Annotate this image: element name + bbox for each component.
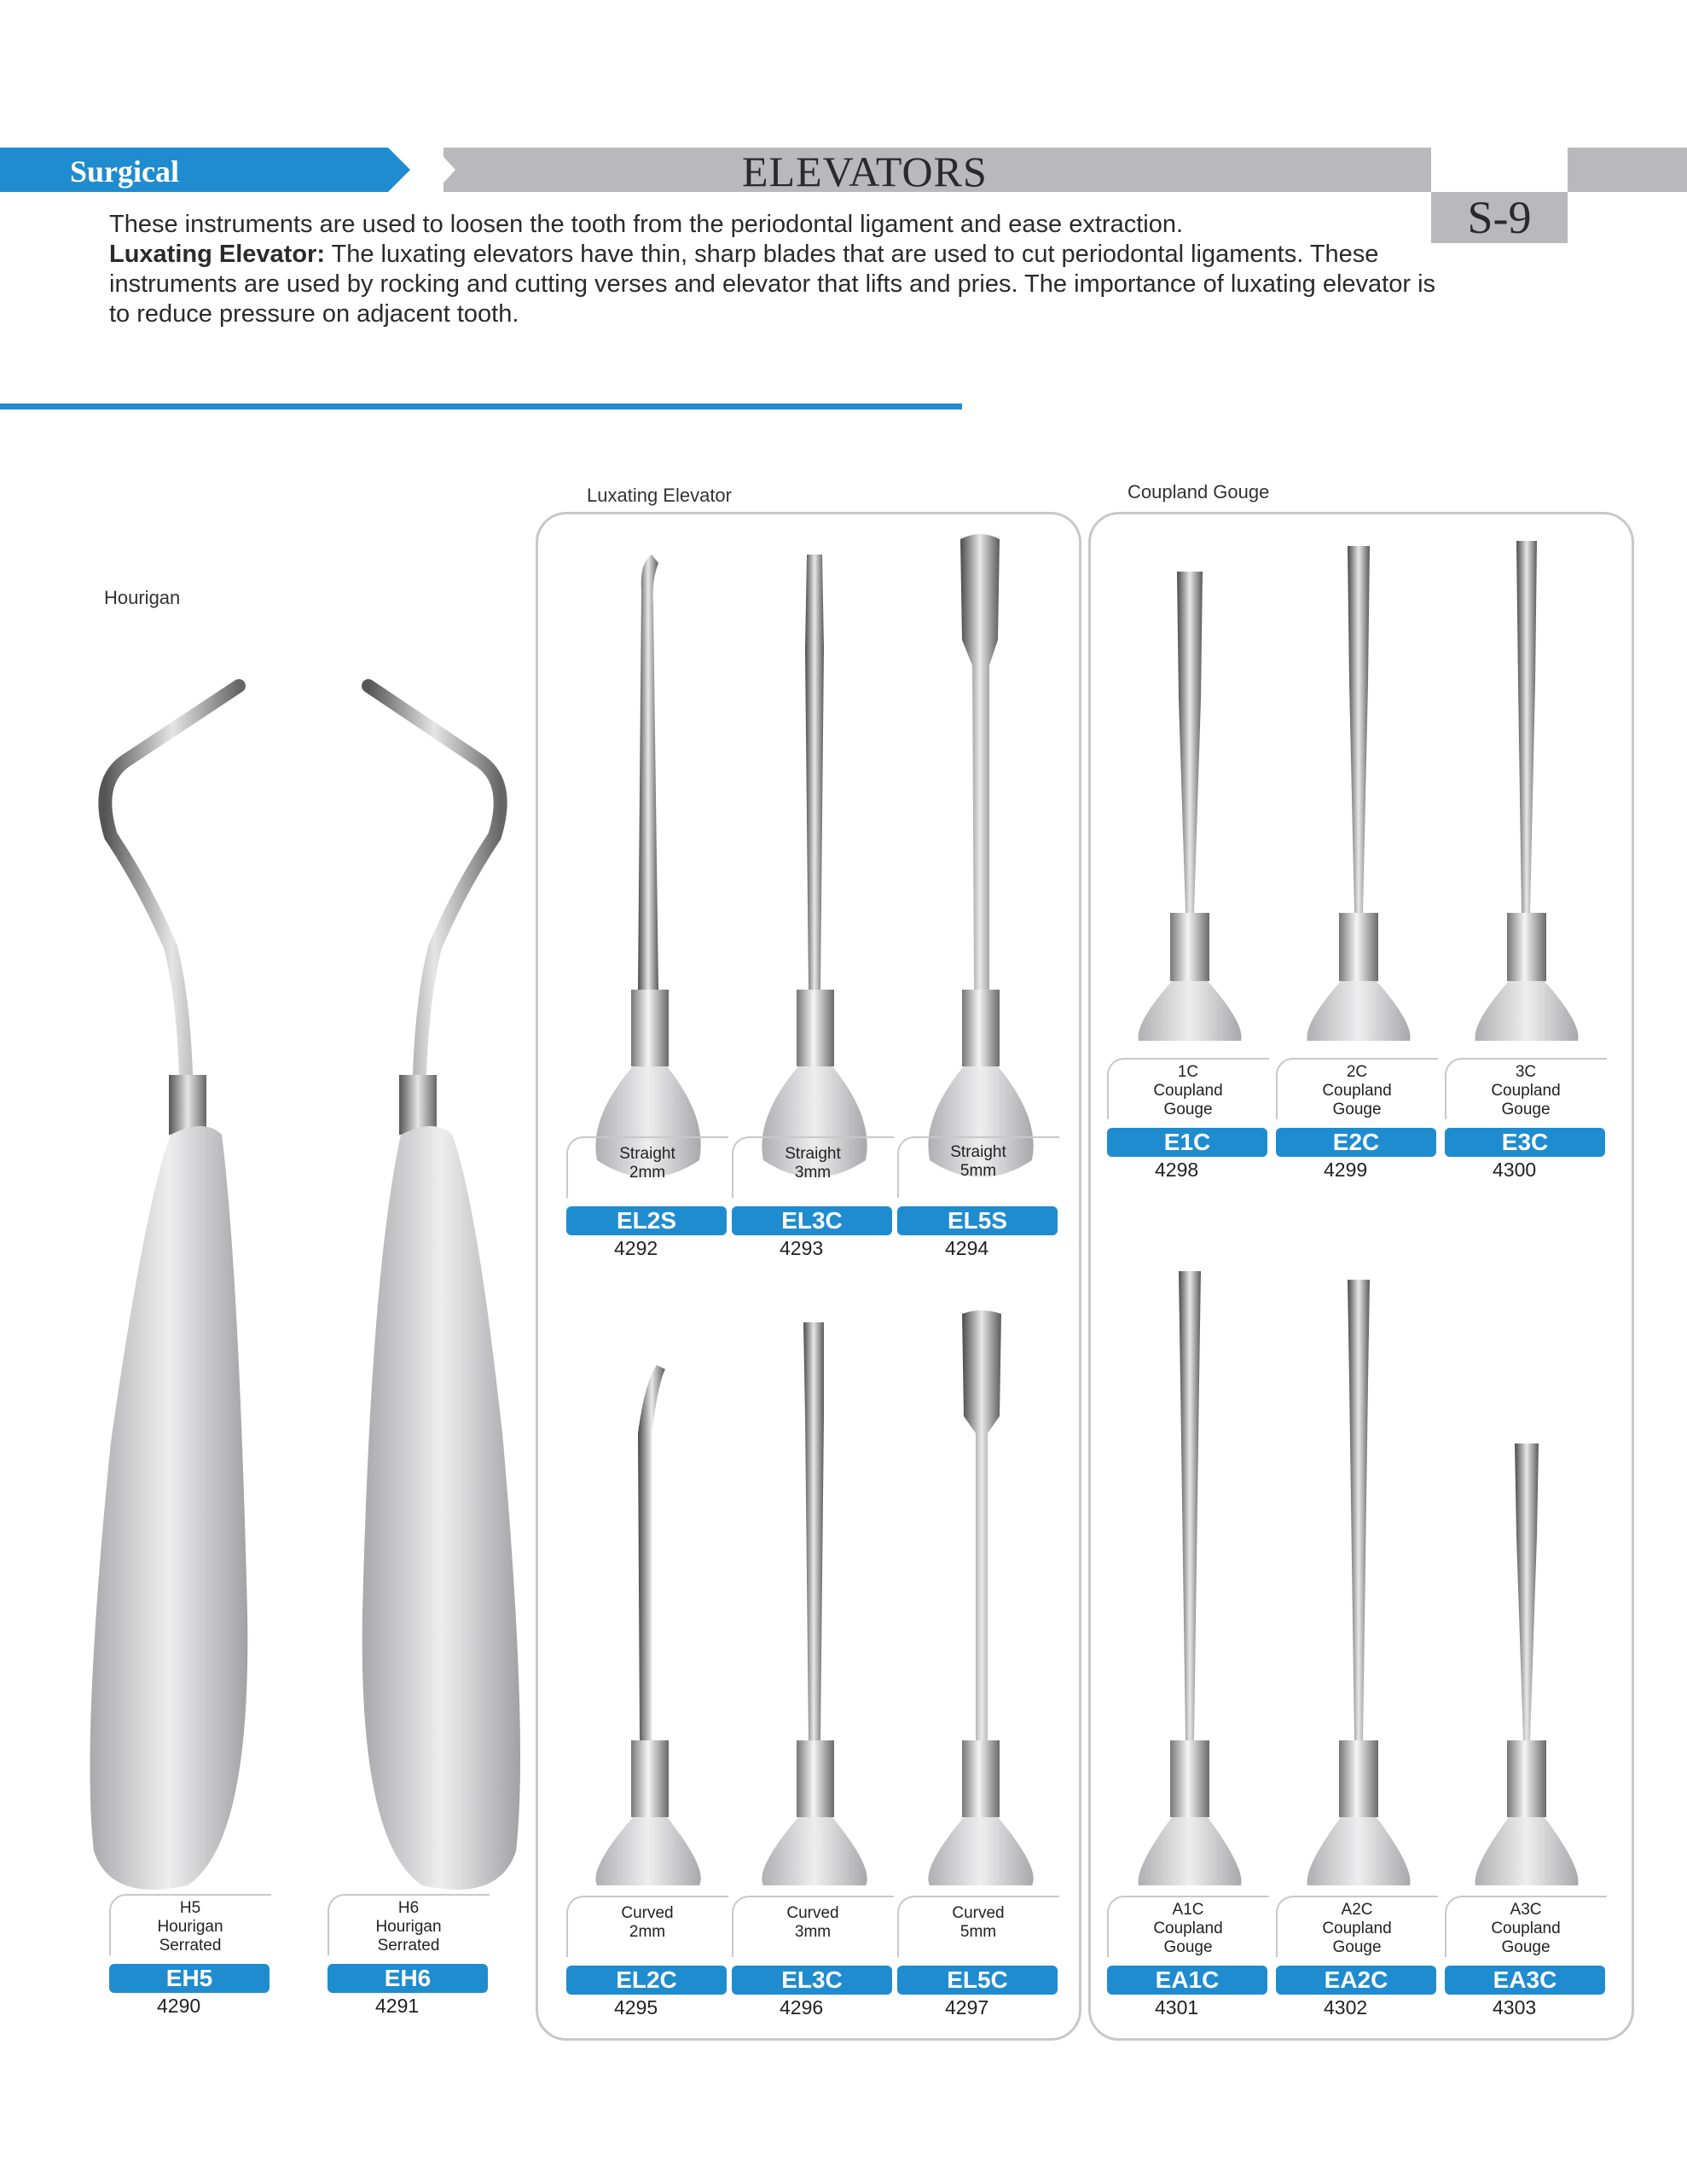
- desc-line: 3C: [1515, 1063, 1537, 1081]
- hourigan-instruments-image: [77, 674, 537, 1937]
- luxating-label: Luxating Elevator:: [109, 241, 325, 268]
- desc-line: 3mm: [794, 1923, 832, 1941]
- product-card-eh6[interactable]: [328, 1894, 490, 2022]
- product-description: [1276, 1063, 1438, 1119]
- desc-line: Coupland: [1322, 1082, 1392, 1100]
- desc-line: H6: [397, 1899, 420, 1917]
- section-label: Surgical: [70, 154, 180, 189]
- product-card-ea3c[interactable]: [1445, 1896, 1607, 2024]
- product-code: EA2C: [1276, 1966, 1436, 1995]
- product-description: [1445, 1901, 1607, 1957]
- desc-line: 2C: [1346, 1063, 1368, 1081]
- page-code-box: [1431, 192, 1568, 243]
- product-card-e2c[interactable]: [1276, 1058, 1438, 1186]
- desc-line: Gouge: [1501, 1101, 1551, 1118]
- product-code: EL2S: [566, 1206, 727, 1235]
- product-card-e1c[interactable]: [1107, 1058, 1269, 1186]
- header-bar-right: [1568, 148, 1687, 192]
- desc-line: Straight: [619, 1145, 675, 1163]
- product-card-el5c[interactable]: [897, 1896, 1059, 2024]
- product-code: EL3C: [732, 1966, 892, 1995]
- desc-line: Gouge: [1501, 1938, 1551, 1956]
- desc-line: A1C: [1172, 1901, 1204, 1919]
- group-title-luxating: Luxating Elevator: [587, 485, 732, 506]
- product-description: [1276, 1901, 1438, 1957]
- desc-line: 1C: [1177, 1063, 1199, 1081]
- product-card-el2s[interactable]: [566, 1136, 728, 1264]
- product-description: [1107, 1063, 1269, 1119]
- desc-line: Curved: [621, 1904, 674, 1922]
- product-number: 4298: [1155, 1159, 1199, 1181]
- product-number: 4294: [945, 1237, 989, 1259]
- page-code: S-9: [1467, 192, 1532, 243]
- desc-line: Gouge: [1163, 1101, 1213, 1118]
- desc-line: Straight: [950, 1143, 1006, 1161]
- product-code: E3C: [1445, 1128, 1605, 1157]
- product-description: [897, 1904, 1059, 1942]
- desc-line: Gouge: [1332, 1101, 1382, 1118]
- desc-line: A2C: [1341, 1901, 1373, 1919]
- product-number: 4301: [1155, 1996, 1199, 2018]
- product-card-el3c-straight[interactable]: [732, 1136, 894, 1264]
- product-card-ea2c[interactable]: [1276, 1896, 1438, 2024]
- section-tab-arrow: [388, 148, 410, 192]
- product-description: [897, 1143, 1059, 1181]
- product-card-el5s[interactable]: [897, 1136, 1059, 1264]
- desc-line: Curved: [786, 1904, 839, 1922]
- desc-line: Coupland: [1322, 1920, 1392, 1937]
- chevron-right-icon: [412, 148, 432, 192]
- page-title: ELEVATORS: [742, 148, 988, 195]
- product-number: 4296: [780, 1996, 824, 2018]
- product-card-el2c[interactable]: [566, 1896, 728, 2024]
- product-code: EH6: [328, 1964, 488, 1993]
- desc-line: H5: [179, 1899, 201, 1917]
- product-description: [566, 1904, 728, 1942]
- desc-line: Coupland: [1491, 1920, 1561, 1937]
- desc-line: 2mm: [629, 1923, 666, 1941]
- product-code: EH5: [109, 1964, 270, 1993]
- desc-line: Curved: [952, 1904, 1005, 1922]
- desc-line: 5mm: [959, 1162, 997, 1180]
- product-code: EL5S: [897, 1206, 1058, 1235]
- product-card-e3c[interactable]: [1445, 1058, 1607, 1186]
- product-card-ea1c[interactable]: [1107, 1896, 1269, 2024]
- product-number: 4303: [1493, 1996, 1537, 2018]
- product-code: EA3C: [1445, 1966, 1605, 1995]
- desc-line: Serrated: [159, 1937, 222, 1955]
- product-card-el3c[interactable]: [732, 1896, 894, 2024]
- product-description: [328, 1899, 490, 1955]
- product-number: 4292: [614, 1237, 658, 1259]
- group-title-coupland: Coupland Gouge: [1128, 481, 1270, 502]
- desc-line: Gouge: [1163, 1938, 1213, 1956]
- section-tab: [0, 148, 388, 192]
- product-description: [732, 1904, 894, 1942]
- product-code: EL2C: [566, 1966, 727, 1995]
- product-code: EA1C: [1107, 1966, 1267, 1995]
- desc-line: Serrated: [377, 1937, 440, 1955]
- desc-line: Coupland: [1153, 1920, 1223, 1937]
- desc-line: A3C: [1510, 1901, 1542, 1919]
- product-number: 4299: [1324, 1159, 1368, 1181]
- desc-line: Coupland: [1491, 1082, 1561, 1100]
- product-description: [566, 1145, 728, 1182]
- desc-line: Coupland: [1153, 1082, 1223, 1100]
- product-description: [1445, 1063, 1607, 1119]
- product-number: 4300: [1493, 1159, 1537, 1181]
- product-code: E2C: [1276, 1128, 1436, 1157]
- product-number: 4293: [780, 1237, 824, 1259]
- product-number: 4297: [945, 1996, 989, 2018]
- desc-line: Hourigan: [375, 1918, 442, 1936]
- desc-line: Straight: [785, 1145, 841, 1163]
- group-title-hourigan: Hourigan: [104, 587, 181, 608]
- chevron-right-icon: [435, 148, 455, 192]
- product-number: 4291: [375, 1995, 420, 2017]
- product-description: [1107, 1901, 1269, 1957]
- product-code: EL5C: [897, 1966, 1058, 1995]
- divider: [0, 404, 962, 410]
- product-description: [109, 1899, 271, 1955]
- intro-luxating: [109, 240, 1440, 329]
- intro-text: [109, 210, 1440, 329]
- product-card-eh5[interactable]: [109, 1894, 271, 2022]
- product-number: 4295: [614, 1996, 658, 2018]
- intro-line: These instruments are used to loosen the tooth from the periodontal ligament and ease extraction.: [109, 211, 1184, 238]
- luxating-description: The luxating elevators have thin, sharp blades that are used to cut periodontal ligaments. These instruments are used by rocking and cutting verses and elevator that lifts and pries. The importance of luxating elevator is to reduce pressure on adjacent tooth.: [109, 241, 1436, 328]
- product-code: E1C: [1107, 1128, 1267, 1157]
- desc-line: 5mm: [959, 1923, 997, 1941]
- product-description: [732, 1145, 894, 1182]
- desc-line: 3mm: [794, 1164, 832, 1182]
- product-number: 4302: [1324, 1996, 1368, 2018]
- desc-line: Gouge: [1332, 1938, 1382, 1956]
- product-number: 4290: [157, 1995, 201, 2017]
- desc-line: 2mm: [629, 1164, 666, 1182]
- product-code: EL3C: [732, 1206, 892, 1235]
- desc-line: Hourigan: [157, 1918, 223, 1936]
